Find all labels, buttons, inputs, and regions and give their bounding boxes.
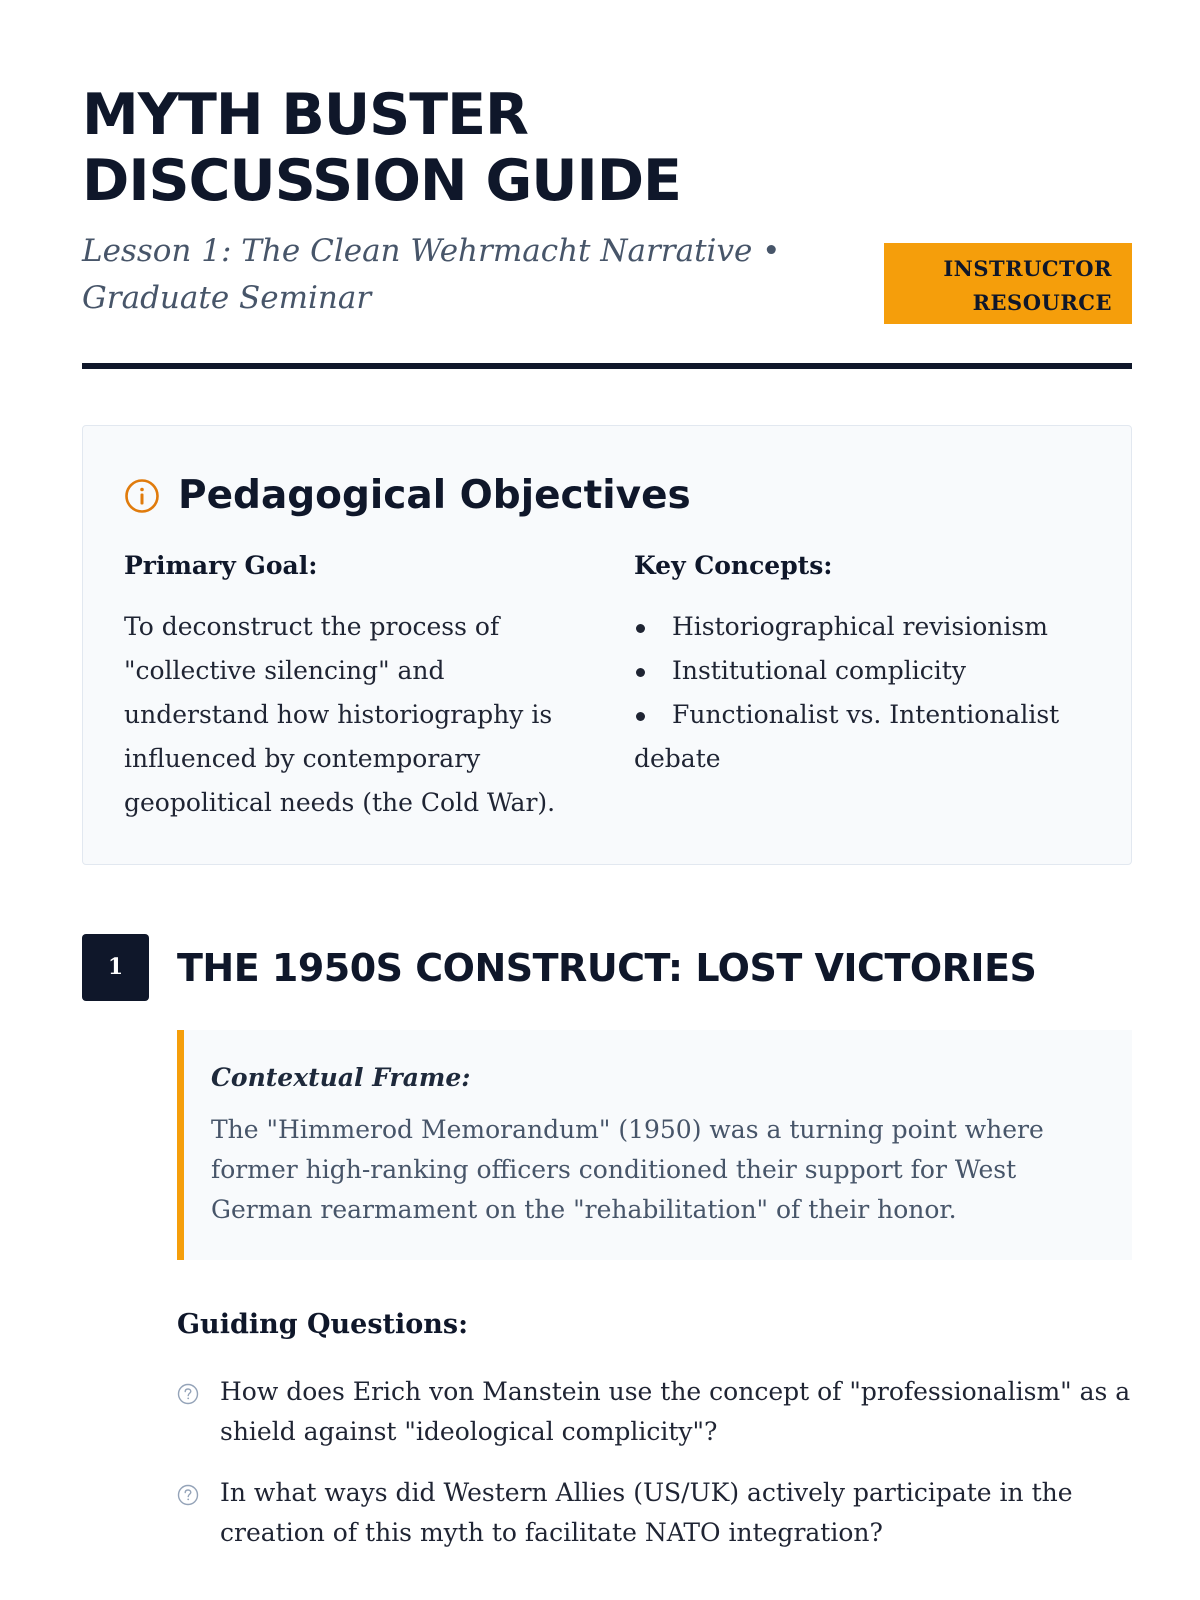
key-concept-text: Institutional complicity [672,656,966,685]
objectives-heading [124,471,691,521]
question-text: In what ways did Western Allies (US/UK) actively participate in the creation of this myth to facilitate NATO integration? [220,1478,1073,1547]
key-concepts-list [634,605,1104,781]
guiding-questions-list [177,1372,1132,1574]
key-concept-item [634,693,1104,781]
question-item [177,1473,1132,1553]
question-text: How does Erich von Manstein use the concept of "professionalism" as a shield against "ideological complicity"? [220,1377,1131,1446]
section-number-badge: 1 [82,934,149,1001]
contextual-frame-callout [177,1030,1132,1260]
key-concept-item [634,649,1104,693]
guiding-questions-label: Guiding Questions: [177,1309,469,1340]
instructor-resource-badge [884,243,1132,324]
question-circle-icon [177,1383,199,1405]
question-item [177,1372,1132,1452]
context-text: The "Himmerod Memorandum" (1950) was a turning point where former high-ranking officers conditioned their support for West German rearmament on the "rehabilitation" of their honor. [211,1115,1044,1224]
objectives-panel [82,425,1132,865]
title-line-2: DISCUSSION GUIDE [82,148,681,214]
primary-goal-column [124,549,584,825]
bullet-icon [634,649,672,693]
section-title: THE 1950S CONSTRUCT: LOST VICTORIES [177,946,1037,990]
bullet-icon [634,605,672,649]
badge-line-1: INSTRUCTOR [943,256,1112,281]
question-circle-icon [177,1484,199,1506]
key-concepts-label: Key Concepts: [634,551,833,580]
title-line-1: MYTH BUSTER [82,82,528,148]
key-concept-text: Historiographical revisionism [672,612,1048,641]
bullet-icon [634,693,672,737]
key-concept-item [634,605,1104,649]
context-label: Contextual Frame: [211,1063,471,1092]
header-divider [82,363,1132,369]
info-circle-icon [124,478,160,514]
key-concepts-column [634,549,1104,781]
primary-goal-text: To deconstruct the process of "collective silencing" and understand how historiography is influenced by contemporary geopolitical needs (the Cold War). [124,612,556,817]
primary-goal-label: Primary Goal: [124,551,318,580]
lesson-subtitle: Lesson 1: The Clean Wehrmacht Narrative • Graduate Seminar [82,233,781,316]
page-title [82,82,782,214]
badge-line-2: RESOURCE [972,290,1112,315]
key-concept-text: Functionalist vs. Intentionalist debate [634,700,1060,773]
objectives-title: Pedagogical Objectives [178,473,691,518]
